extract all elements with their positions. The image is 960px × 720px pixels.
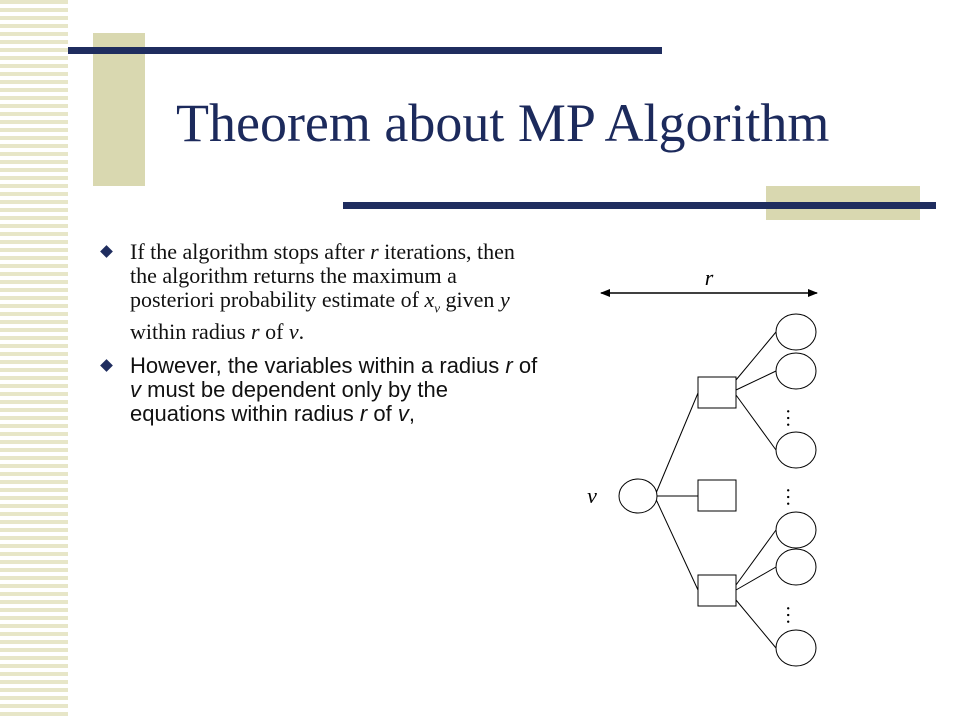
bullet-text-run: v — [434, 300, 441, 316]
bullet-text-run: r — [251, 319, 260, 345]
root-label: v — [587, 483, 597, 508]
bullet-text-run: , — [408, 401, 415, 427]
tree-edge — [736, 567, 776, 590]
tree-edge — [736, 600, 776, 648]
tree-edge — [654, 495, 698, 590]
leaf-variable-node — [776, 512, 816, 548]
bullet-item — [100, 240, 540, 344]
bullet-text-run: iterations, then the algorithm returns the maximum a posteriori probability estimate of — [130, 239, 515, 312]
bullet-text-run: of — [512, 353, 538, 379]
factor-node — [698, 480, 736, 511]
title-rule-top — [68, 47, 662, 54]
bullet-text-run: of — [259, 319, 289, 345]
bullet-text-run: r — [370, 239, 379, 264]
tree-edge — [654, 393, 698, 498]
vertical-ellipsis: … — [782, 605, 804, 625]
bullet-text — [130, 353, 537, 426]
factor-node — [698, 377, 736, 408]
bullet-text-run: . — [298, 319, 305, 345]
vertical-ellipsis: … — [782, 487, 804, 507]
leaf-variable-node — [776, 314, 816, 350]
bullet-text-run: v — [397, 401, 409, 427]
bullet-text-run: x — [424, 287, 435, 312]
decorative-block-top — [93, 33, 145, 186]
bullet-text-run: within radius — [130, 319, 251, 345]
decorative-strip — [0, 0, 68, 720]
bullet-item — [100, 354, 540, 426]
tree-edge — [736, 530, 776, 585]
radius-label: r — [704, 265, 714, 290]
diamond-bullet-icon — [100, 245, 113, 258]
bullet-text-run: y — [499, 287, 510, 312]
bullet-list — [100, 240, 540, 436]
bullet-text-run: given — [440, 287, 500, 312]
diamond-bullet-icon — [100, 360, 113, 373]
tree-edge — [736, 395, 776, 450]
leaf-variable-node — [776, 549, 816, 585]
bullet-text-run: v — [130, 377, 141, 403]
slide-title: Theorem about MP Algorithm — [176, 93, 830, 153]
root-variable-node — [619, 479, 657, 513]
bullet-text-run: r — [505, 353, 513, 379]
bullet-text-run: v — [288, 319, 299, 345]
tree-edge — [736, 332, 776, 380]
tree-diagram — [560, 250, 860, 680]
leaf-variable-node — [776, 630, 816, 666]
bullet-text-run: must be dependent only by the equations within radius — [130, 377, 448, 427]
tree-edge — [736, 371, 776, 390]
leaf-variable-node — [776, 432, 816, 468]
bullet-text-run: of — [367, 401, 398, 427]
vertical-ellipsis: … — [782, 408, 804, 428]
factor-node — [698, 575, 736, 606]
bullet-text — [130, 239, 515, 344]
leaf-variable-node — [776, 353, 816, 389]
bullet-text-run: r — [359, 401, 368, 427]
bullet-text-run: If the algorithm stops after — [130, 239, 371, 264]
bullet-text-run: However, the variables within a radius — [130, 353, 506, 379]
title-rule-bottom — [343, 202, 936, 209]
